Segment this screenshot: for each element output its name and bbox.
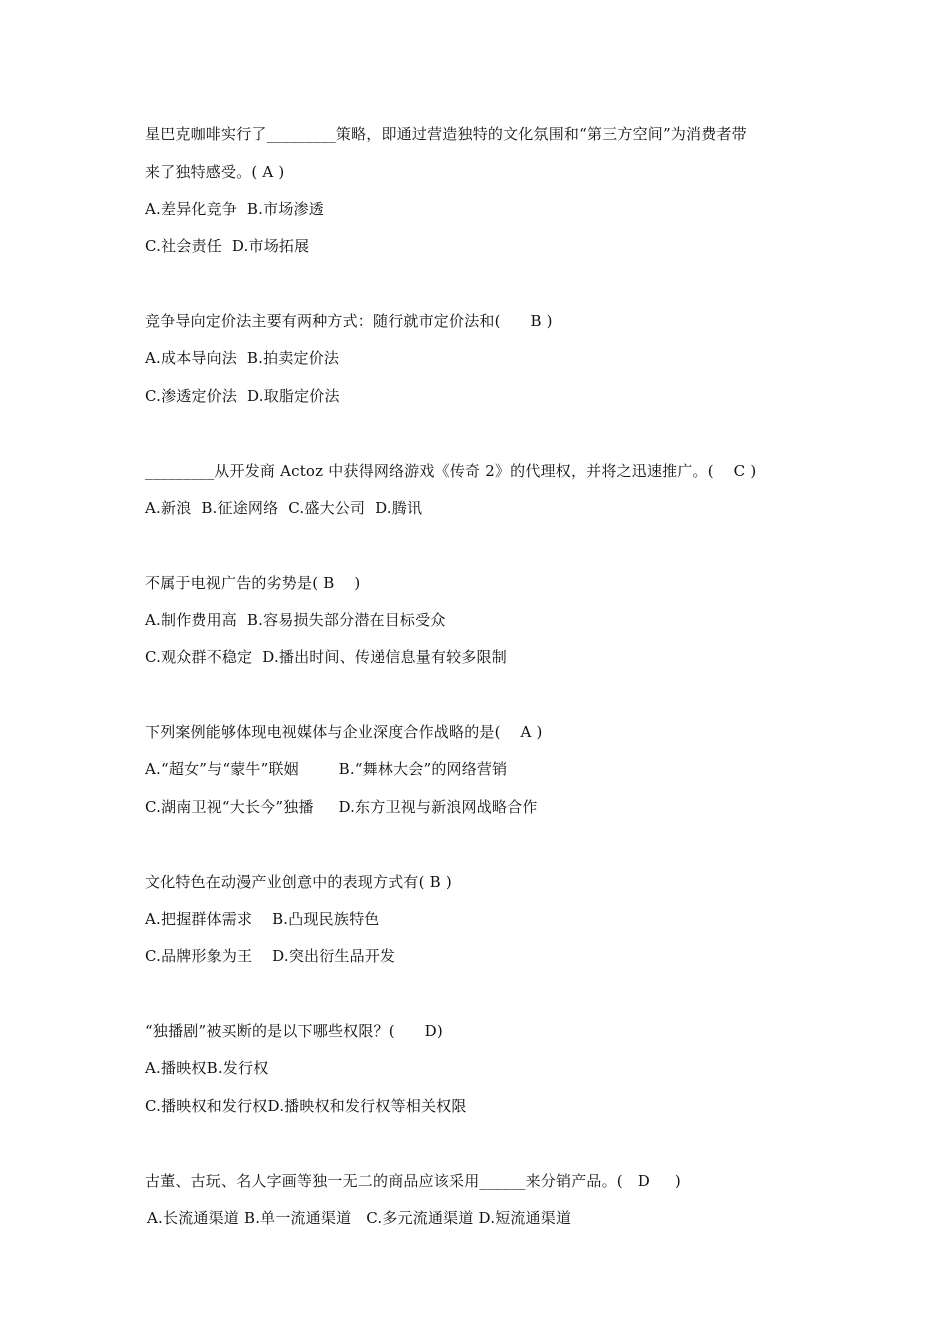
question-5-options-line-1: A.“超女”与“蒙牛”联姻 B.“舞林大会”的网络营销 [145,760,508,778]
question-4-options-line-1: A.制作费用高 B.容易损失部分潜在目标受众 [145,611,446,629]
question-6-stem-line-1: 文化特色在动漫产业创意中的表现方式有( B ) [145,873,452,891]
question-5-stem-line-1: 下列案例能够体现电视媒体与企业深度合作战略的是( A ) [145,723,543,741]
question-2-options-line-1: A.成本导向法 B.拍卖定价法 [145,349,340,367]
question-2-stem-line-1: 竞争导向定价法主要有两种方式：随行就市定价法和( B ) [145,312,553,330]
question-1-options-line-1: A.差异化竞争 B.市场渗透 [145,200,324,218]
question-1-options-line-2: C.社会责任 D.市场拓展 [145,237,310,255]
question-8-options-line-1: A.长流通渠道 B.单一流通渠道 C.多元流通渠道 D.短流通渠道 [147,1209,572,1227]
question-6-options-line-2: C.品牌形象为王 D.突出衍生品开发 [145,947,396,965]
question-1-stem-line-1: 星巴克咖啡实行了_________策略，即通过营造独特的文化氛围和“第三方空间”为消费者带 [145,125,747,143]
question-4-options-line-2: C.观众群不稳定 D.播出时间、传递信息量有较多限制 [145,648,507,666]
question-8-stem-line-1: 古董、古玩、名人字画等独一无二的商品应该采用______来分销产品。( D ) [145,1172,681,1190]
question-3-options-line-1: A.新浪 B.征途网络 C.盛大公司 D.腾讯 [145,499,423,517]
question-7-options-line-2: C.播映权和发行权D.播映权和发行权等相关权限 [145,1097,467,1115]
question-2-options-line-2: C.渗透定价法 D.取脂定价法 [145,387,340,405]
question-7-options-line-1: A.播映权B.发行权 [145,1059,269,1077]
question-4-stem-line-1: 不属于电视广告的劣势是( B ) [145,574,361,592]
question-3-stem-line-1: _________从开发商 Actoz 中获得网络游戏《传奇 2》的代理权，并将之迅速推广。( C ) [145,462,757,480]
question-1-stem-line-2: 来了独特感受。( A ) [145,163,285,181]
question-5-options-line-2: C.湖南卫视“大长今”独播 D.东方卫视与新浪网战略合作 [145,798,538,816]
question-7-stem-line-1: “独播剧”被买断的是以下哪些权限？( D) [145,1022,443,1040]
question-6-options-line-1: A.把握群体需求 B.凸现民族特色 [145,910,380,928]
